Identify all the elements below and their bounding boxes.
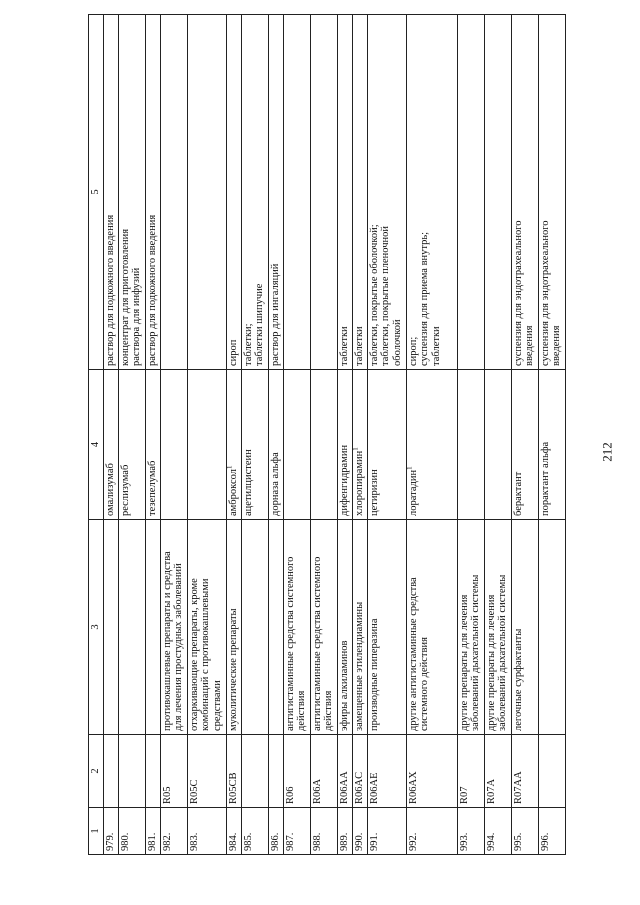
dosage-form-cell bbox=[103, 15, 118, 370]
drug-name: цетиризин bbox=[368, 469, 380, 516]
drug-name-cell bbox=[511, 370, 538, 520]
row-number: 992. bbox=[407, 832, 419, 851]
dosage-form-line: таблетки, покрытые пленочной bbox=[380, 225, 391, 366]
atc-code: R05CB bbox=[227, 772, 239, 804]
atc-code-cell bbox=[457, 735, 484, 808]
table-row bbox=[511, 15, 538, 855]
group-name-line: комбинаций с противокашлевыми bbox=[200, 578, 211, 731]
group-name-line: замещенные этилендиамины bbox=[353, 601, 365, 731]
atc-code-cell bbox=[241, 735, 268, 808]
atc-code-cell bbox=[160, 735, 187, 808]
atc-code-cell bbox=[118, 735, 145, 808]
atc-code-cell bbox=[103, 735, 118, 808]
dosage-form-cell bbox=[310, 15, 337, 370]
column-header: 2 bbox=[89, 735, 104, 808]
atc-code-cell bbox=[268, 735, 283, 808]
group-name-line: для лечения простудных заболеваний bbox=[173, 563, 184, 731]
drug-name-cell bbox=[457, 370, 484, 520]
dosage-form-cell bbox=[511, 15, 538, 370]
table-header-row bbox=[89, 15, 104, 855]
row-number: 981. bbox=[146, 832, 158, 851]
dosage-form-line: сироп; bbox=[407, 336, 419, 366]
table-row bbox=[226, 15, 241, 855]
drug-name: лоратадин bbox=[407, 469, 419, 516]
page-number: 212 bbox=[599, 442, 615, 462]
row-number: 983. bbox=[188, 832, 200, 851]
group-name-line: действия bbox=[323, 690, 334, 731]
rotated-table-container bbox=[88, 50, 598, 855]
row-number-cell bbox=[103, 808, 118, 855]
drug-name-cell bbox=[367, 370, 406, 520]
row-number: 996. bbox=[539, 832, 551, 851]
atc-code: R06AC bbox=[353, 771, 365, 804]
dosage-form-cell bbox=[226, 15, 241, 370]
table-row bbox=[310, 15, 337, 855]
table-row bbox=[367, 15, 406, 855]
group-name-line: заболеваний дыхательной системы bbox=[470, 574, 481, 731]
row-number-cell bbox=[268, 808, 283, 855]
atc-code: R06A bbox=[311, 778, 323, 804]
row-number-cell bbox=[457, 808, 484, 855]
dosage-form-line: суспензия для приема внутрь; bbox=[419, 231, 430, 366]
column-header: 3 bbox=[89, 520, 104, 735]
row-number: 993. bbox=[458, 832, 470, 851]
atc-code-cell bbox=[511, 735, 538, 808]
table-row bbox=[160, 15, 187, 855]
drug-name-cell bbox=[484, 370, 511, 520]
group-name-line: муколитические препараты bbox=[227, 608, 239, 731]
drug-name: ацетилцистеин bbox=[242, 449, 254, 516]
group-name-line: противокашлевые препараты и средства bbox=[161, 551, 173, 731]
row-number: 995. bbox=[512, 832, 524, 851]
dosage-form-line: введения bbox=[551, 325, 562, 366]
drug-name: дифенгидрамин bbox=[338, 444, 350, 516]
group-name-cell bbox=[226, 520, 241, 735]
row-number-cell bbox=[226, 808, 241, 855]
row-number-cell bbox=[145, 808, 160, 855]
dosage-form-cell bbox=[538, 15, 565, 370]
drug-name: тезепелумаб bbox=[146, 460, 158, 516]
atc-code: R07A bbox=[485, 778, 497, 804]
group-name-line: отхаркивающие препараты, кроме bbox=[188, 578, 200, 731]
dosage-form-cell bbox=[406, 15, 457, 370]
atc-code-cell bbox=[337, 735, 352, 808]
dosage-form-cell bbox=[268, 15, 283, 370]
drug-name: омализумаб bbox=[104, 463, 116, 516]
drug-name: дорназа альфа bbox=[269, 452, 281, 516]
row-number: 980. bbox=[119, 832, 131, 851]
table-row bbox=[241, 15, 268, 855]
atc-code: R05 bbox=[161, 786, 173, 804]
atc-code-cell bbox=[484, 735, 511, 808]
dosage-form-line: суспензия для эндотрахеального bbox=[539, 220, 551, 366]
group-name-line: заболеваний дыхательной системы bbox=[497, 574, 508, 731]
dosage-form-cell bbox=[241, 15, 268, 370]
dosage-form-line: таблетки; bbox=[242, 323, 254, 366]
group-name-cell bbox=[103, 520, 118, 735]
atc-code: R06AE bbox=[368, 772, 380, 804]
drug-name-cell bbox=[118, 370, 145, 520]
drug-name-cell bbox=[145, 370, 160, 520]
dosage-form-cell bbox=[337, 15, 352, 370]
group-name-cell bbox=[352, 520, 367, 735]
drug-name-cell bbox=[538, 370, 565, 520]
atc-code: R06AA bbox=[338, 771, 350, 804]
row-number: 985. bbox=[242, 832, 254, 851]
dosage-form-line: сироп bbox=[227, 339, 239, 366]
table-row bbox=[352, 15, 367, 855]
dosage-form-cell bbox=[145, 15, 160, 370]
group-name-cell bbox=[145, 520, 160, 735]
row-number-cell bbox=[406, 808, 457, 855]
drug-name-cell bbox=[187, 370, 226, 520]
atc-code-cell bbox=[310, 735, 337, 808]
dosage-form-line: таблетки шипучие bbox=[254, 283, 265, 366]
row-number-cell bbox=[337, 808, 352, 855]
dosage-form-cell bbox=[352, 15, 367, 370]
drug-name: хлоропирамин bbox=[353, 450, 365, 516]
table-row bbox=[538, 15, 565, 855]
row-number: 982. bbox=[161, 832, 173, 851]
dosage-form-cell bbox=[283, 15, 310, 370]
group-name-line: эфиры алкиламинов bbox=[338, 640, 350, 731]
row-number-cell bbox=[511, 808, 538, 855]
row-number: 994. bbox=[485, 832, 497, 851]
group-name-cell bbox=[337, 520, 352, 735]
table-row bbox=[145, 15, 160, 855]
row-number: 987. bbox=[284, 832, 296, 851]
atc-code-cell bbox=[283, 735, 310, 808]
drug-name-cell bbox=[160, 370, 187, 520]
group-name-line: антигистаминные средства системного bbox=[284, 556, 296, 731]
dosage-form-line: суспензия для эндотрахеального bbox=[512, 220, 524, 366]
table-body bbox=[103, 15, 565, 855]
dosage-form-cell bbox=[367, 15, 406, 370]
atc-code-cell bbox=[145, 735, 160, 808]
table-row bbox=[268, 15, 283, 855]
dosage-form-line: раствор для подкожного введения bbox=[146, 214, 158, 366]
dosage-form-cell bbox=[187, 15, 226, 370]
drug-name: берактант bbox=[512, 471, 524, 516]
table-row bbox=[484, 15, 511, 855]
footnote-marker: 1 bbox=[225, 465, 233, 469]
atc-code-cell bbox=[406, 735, 457, 808]
group-name-cell bbox=[511, 520, 538, 735]
atc-code-cell bbox=[367, 735, 406, 808]
dosage-form-line: оболочкой bbox=[391, 319, 403, 366]
dosage-form-line: таблетки, покрытые оболочкой; bbox=[368, 224, 380, 366]
group-name-line: другие препараты для лечения bbox=[458, 594, 470, 731]
dosage-form-cell bbox=[484, 15, 511, 370]
group-name-line: производные пиперазина bbox=[368, 618, 380, 731]
column-header: 4 bbox=[89, 370, 104, 520]
group-name-cell bbox=[457, 520, 484, 735]
table-row bbox=[187, 15, 226, 855]
atc-code: R05C bbox=[188, 779, 200, 804]
group-name-line: антигистаминные средства системного bbox=[311, 556, 323, 731]
atc-code: R06AX bbox=[407, 771, 419, 804]
row-number-cell bbox=[310, 808, 337, 855]
group-name-line: другие препараты для лечения bbox=[485, 594, 497, 731]
atc-code: R06 bbox=[284, 786, 296, 804]
drug-name-cell bbox=[310, 370, 337, 520]
row-number-cell bbox=[484, 808, 511, 855]
atc-code-cell bbox=[187, 735, 226, 808]
group-name-cell bbox=[367, 520, 406, 735]
drug-name-cell bbox=[103, 370, 118, 520]
drug-name: реслизумаб bbox=[119, 464, 131, 516]
atc-code: R07AA bbox=[512, 771, 524, 804]
group-name-cell bbox=[283, 520, 310, 735]
row-number: 984. bbox=[227, 832, 239, 851]
group-name-line: средствами bbox=[211, 680, 223, 731]
row-number-cell bbox=[241, 808, 268, 855]
footnote-marker: 1 bbox=[351, 447, 359, 451]
row-number-cell bbox=[283, 808, 310, 855]
row-number-cell bbox=[118, 808, 145, 855]
drug-name-cell bbox=[241, 370, 268, 520]
row-number: 986. bbox=[269, 832, 281, 851]
row-number: 988. bbox=[311, 832, 323, 851]
group-name-cell bbox=[187, 520, 226, 735]
row-number: 989. bbox=[338, 832, 350, 851]
table-row bbox=[103, 15, 118, 855]
dosage-form-line: таблетки bbox=[353, 326, 365, 366]
row-number-cell bbox=[187, 808, 226, 855]
drug-name: амброксол bbox=[227, 469, 239, 516]
group-name-cell bbox=[484, 520, 511, 735]
column-header: 1 bbox=[89, 808, 104, 855]
table-row bbox=[337, 15, 352, 855]
table-row bbox=[118, 15, 145, 855]
group-name-line: действия bbox=[296, 690, 307, 731]
dosage-form-line: введения bbox=[524, 325, 535, 366]
atc-code-cell bbox=[352, 735, 367, 808]
row-number-cell bbox=[352, 808, 367, 855]
drug-name-cell bbox=[283, 370, 310, 520]
table-row bbox=[406, 15, 457, 855]
group-name-line: системного действия bbox=[419, 637, 430, 731]
group-name-line: легочные сурфактанты bbox=[512, 628, 524, 731]
dosage-form-line: раствор для ингаляций bbox=[269, 263, 281, 366]
row-number: 990. bbox=[353, 832, 365, 851]
group-name-cell bbox=[118, 520, 145, 735]
atc-code-cell bbox=[538, 735, 565, 808]
group-name-cell bbox=[160, 520, 187, 735]
group-name-cell bbox=[268, 520, 283, 735]
dosage-form-line: раствор для подкожного введения bbox=[104, 214, 116, 366]
group-name-cell bbox=[538, 520, 565, 735]
group-name-cell bbox=[310, 520, 337, 735]
drug-list-table bbox=[88, 14, 566, 855]
drug-name-cell bbox=[226, 370, 241, 520]
drug-name-cell bbox=[406, 370, 457, 520]
row-number-cell bbox=[367, 808, 406, 855]
drug-name: порактант альфа bbox=[539, 441, 551, 516]
atc-code-cell bbox=[226, 735, 241, 808]
dosage-form-cell bbox=[118, 15, 145, 370]
dosage-form-line: раствора для инфузий bbox=[131, 267, 142, 366]
row-number-cell bbox=[538, 808, 565, 855]
group-name-line: другие антигистаминные средства bbox=[407, 577, 419, 731]
group-name-cell bbox=[241, 520, 268, 735]
dosage-form-cell bbox=[457, 15, 484, 370]
row-number: 979. bbox=[104, 832, 116, 851]
table-row bbox=[283, 15, 310, 855]
dosage-form-cell bbox=[160, 15, 187, 370]
row-number: 991. bbox=[368, 832, 380, 851]
footnote-marker: 1 bbox=[405, 466, 413, 470]
drug-name-cell bbox=[352, 370, 367, 520]
atc-code: R07 bbox=[458, 786, 470, 804]
drug-name-cell bbox=[268, 370, 283, 520]
dosage-form-line: таблетки bbox=[338, 326, 350, 366]
drug-name-cell bbox=[337, 370, 352, 520]
column-header: 5 bbox=[89, 15, 104, 370]
row-number-cell bbox=[160, 808, 187, 855]
table-row bbox=[457, 15, 484, 855]
group-name-cell bbox=[406, 520, 457, 735]
dosage-form-line: концентрат для приготовления bbox=[119, 228, 131, 366]
dosage-form-line: таблетки bbox=[430, 326, 442, 366]
